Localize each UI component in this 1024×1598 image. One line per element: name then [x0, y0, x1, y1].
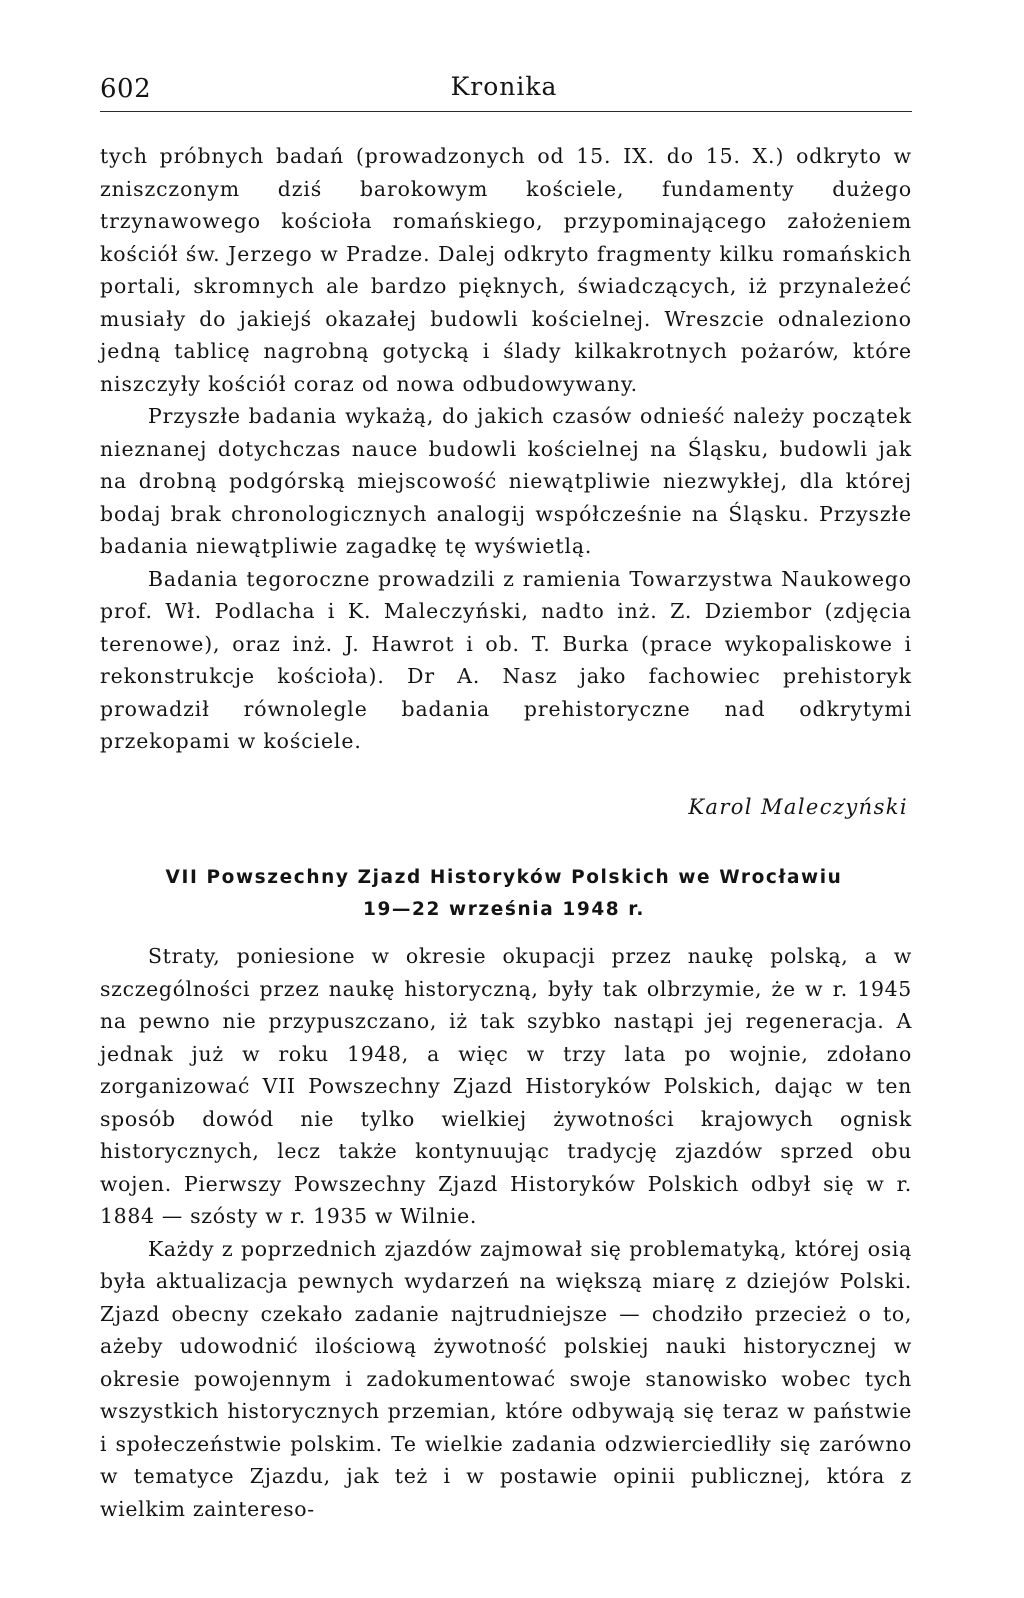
section-date-line: 19—22 września 1948 r. — [362, 899, 646, 920]
article-continuation — [100, 140, 912, 758]
header-rule — [100, 111, 912, 112]
paragraph: Przyszłe badania wykażą, do jakich czasów odnieść należy początek nieznanej dotychczas nauce budowli kościelnej na Śląsku, budowli jak na drobną podgórską miejscowość niewątpliwie niezwykłej, dla której bodaj brak chronologicznych analogij współcześnie na Śląsku. Przyszłe badania niewątpliwie zagadkę tę wyświetlą. — [100, 404, 912, 558]
page-number: 602 — [100, 74, 152, 104]
running-header — [96, 0, 912, 110]
paragraph: tych próbnych badań (prowadzonych od 15. IX. do 15. X.) odkryto w zniszczonym dziś barokowym kościele, fundamenty dużego trzynawowego kościoła romańskiego, przypominającego założeniem kościół św. Jerzego w Pradze. Dalej odkryto fragmenty kilku romańskich portali, skromnych ale bardzo pięknych, świadczących, iż przynależeć musiały do jakiejś okazałej budowli kościelnej. Wreszcie odnaleziono jedną tablicę nagrobną gotycką i ślady kilkakrotnych pożarów, które niszczyły kościół coraz od nowa odbudowywany. — [100, 144, 912, 396]
section-title-line: VII Powszechny Zjazd Historyków Polskich we Wrocławiu — [165, 867, 843, 888]
paragraph: Każdy z poprzednich zjazdów zajmował się problematyką, której osią była aktualizacja pewnych wydarzeń na większą miarę z dziejów Polski. Zjazd obecny czekało zadanie najtrudniejsze — chodziło przecież o to, ażeby udowodnić ilościową żywotność polskiej nauki historycznej w okresie powojennym i zadokumentować swoje stanowisko wobec tych wszystkich historycznych przemian, które odbywają się teraz w państwie i społeczeństwie polskim. Te wielkie zadania odzwierciedliły się zarówno w tematyce Zjazdu, jak też i w postawie opinii publicznej, która z wielkim zaintereso- — [100, 1236, 912, 1521]
section-heading — [96, 862, 912, 926]
paragraph: Badania tegoroczne prowadzili z ramienia Towarzystwa Naukowego prof. Wł. Podlacha i K. Maleczyński, nadto inż. Z. Dziembor (zdjęcia terenowe), oraz inż. J. Hawrot i ob. T. Burka (prace wykopaliskowe i rekonstrukcje kościoła). Dr A. Nasz jako fachowiec prehistoryk prowadził równolegle badania prehistoryczne nad odkrytymi przekopami w kościele. — [100, 566, 912, 753]
running-title: Kronika — [450, 72, 558, 101]
section-body — [100, 940, 912, 1525]
author-signature: Karol Maleczyński — [688, 795, 908, 819]
document-page — [96, 0, 912, 1521]
paragraph: Straty, poniesione w okresie okupacji przez naukę polską, a w szczególności przez naukę historyczną, były tak olbrzymie, że w r. 1945 na pewno nie przypuszczano, iż tak szybko nastąpi jej regeneracja. A jednak już w roku 1948, a więc w trzy lata po wojnie, zdołano zorganizować VII Powszechny Zjazd Historyków Polskich, dając w ten sposób dowód nie tylko wielkiej żywotności krajowych ognisk historycznych, lecz także kontynuując tradycję zjazdów sprzed obu wojen. Pierwszy Powszechny Zjazd Historyków Polskich odbył się w r. 1884 — szósty w r. 1935 w Wilnie. — [100, 944, 912, 1228]
